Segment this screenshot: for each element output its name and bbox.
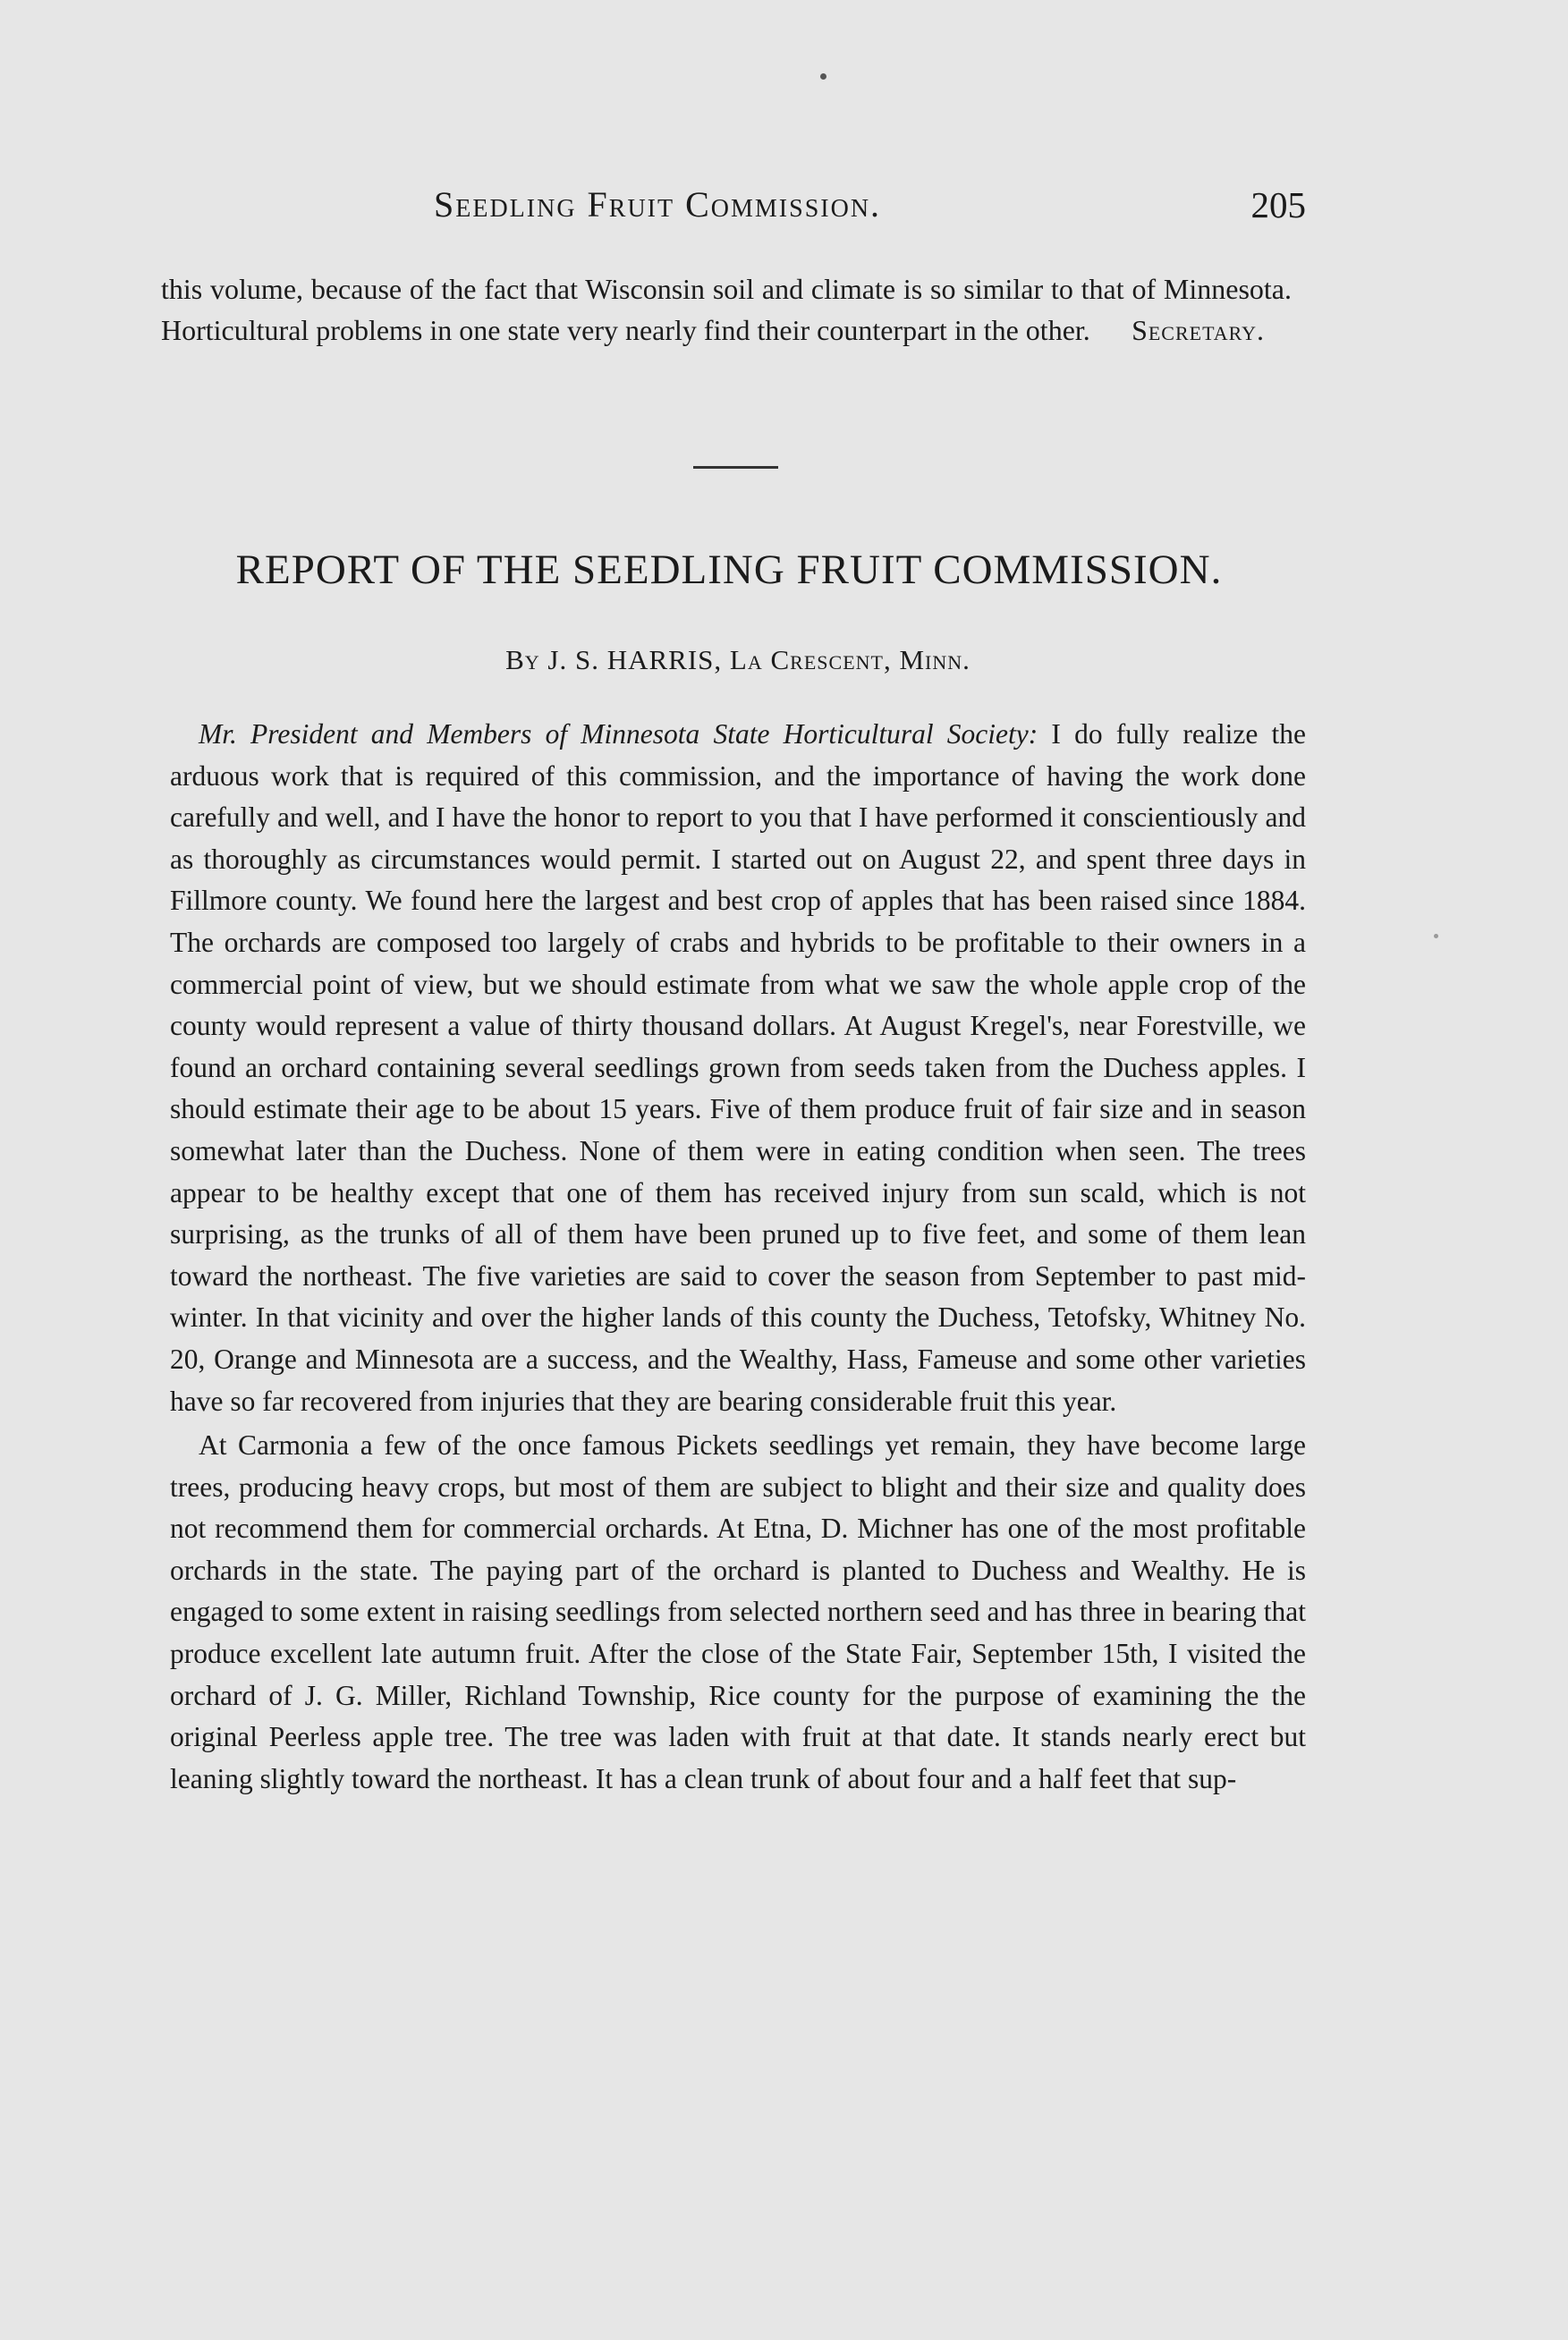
- intro-signoff: Secretary.: [1132, 314, 1265, 346]
- page-header: [161, 183, 1306, 237]
- running-head: Seedling Fruit Commission.: [434, 184, 882, 225]
- paragraph-text: I do fully realize the arduous work that is required of this commission, and the importance of having the work done carefully and well, and I have the honor to report to you that I have performed it conscientiously and as thoroughly as circumstances would permit. I started out on August 22, and spent three days in Fillmore county. We found here the largest and best crop of apples that has been raised since 1884. The orchards are composed too largely of crabs and hybrids to be profitable to their owners in a commercial point of view, but we should estimate from what we saw the whole apple crop of the county would represent a value of thirty thousand dollars. At August Kregel's, near Forestville, we found an orchard containing several seedlings grown from seeds taken from the Duchess apples. I should estimate their age to be about 15 years. Five of them produce fruit of fair size and in season somewhat later than the Duchess. None of them were in eating condition when seen. The trees appear to be healthy except that one of them has received injury from sun scald, which is not surprising, as the trunks of all of them have been pruned up to five feet, and some of them lean toward the northeast. The five varieties are said to cover the season from September to past mid-winter. In that vicinity and over the higher lands of this county the Duchess, Tetofsky, Whitney No. 20, Orange and Minnesota are a success, and the Wealthy, Hass, Fameuse and some other varieties have so far recovered from injuries that they are bearing considerable fruit this year.: [170, 718, 1306, 1417]
- section-divider: [693, 466, 778, 469]
- paragraph: At Carmonia a few of the once famous Pickets seedlings yet remain, they have become large trees, producing heavy crops, but most of them are subject to blight and their size and quality does not recommend them for commercial orchards. At Etna, D. Michner has one of the most profitable orchards in the state. The paying part of the orchard is planted to Duchess and Wealthy. He is engaged to some extent in raising seedlings from selected northern seed and has three in bearing that produce excellent late autumn fruit. After the close of the State Fair, September 15th, I visited the orchard of J. G. Miller, Richland Township, Rice county for the purpose of examining the the original Peerless apple tree. The tree was laden with fruit at that date. It stands nearly erect but leaning slightly toward the northeast. It has a clean trunk of about four and a half feet that sup-: [170, 1429, 1306, 1794]
- article-body: [170, 714, 1306, 1800]
- paragraph: [170, 714, 1306, 1422]
- intro-text: this volume, because of the fact that Wisconsin soil and climate is so similar to that of Minnesota. Horticultural problems in one state very nearly find their counterpart in the other.: [161, 273, 1292, 346]
- salutation: Mr. President and Members of Minnesota State Horticultural Society:: [199, 718, 1038, 750]
- speck-mark: [1434, 934, 1438, 938]
- article-title: REPORT OF THE SEEDLING FRUIT COMMISSION.: [235, 547, 1223, 593]
- article-byline: By J. S. HARRIS, La Crescent, Minn.: [505, 644, 970, 675]
- page-number: 205: [1250, 184, 1306, 225]
- speck-mark: [820, 73, 826, 80]
- intro-paragraph: [161, 268, 1292, 351]
